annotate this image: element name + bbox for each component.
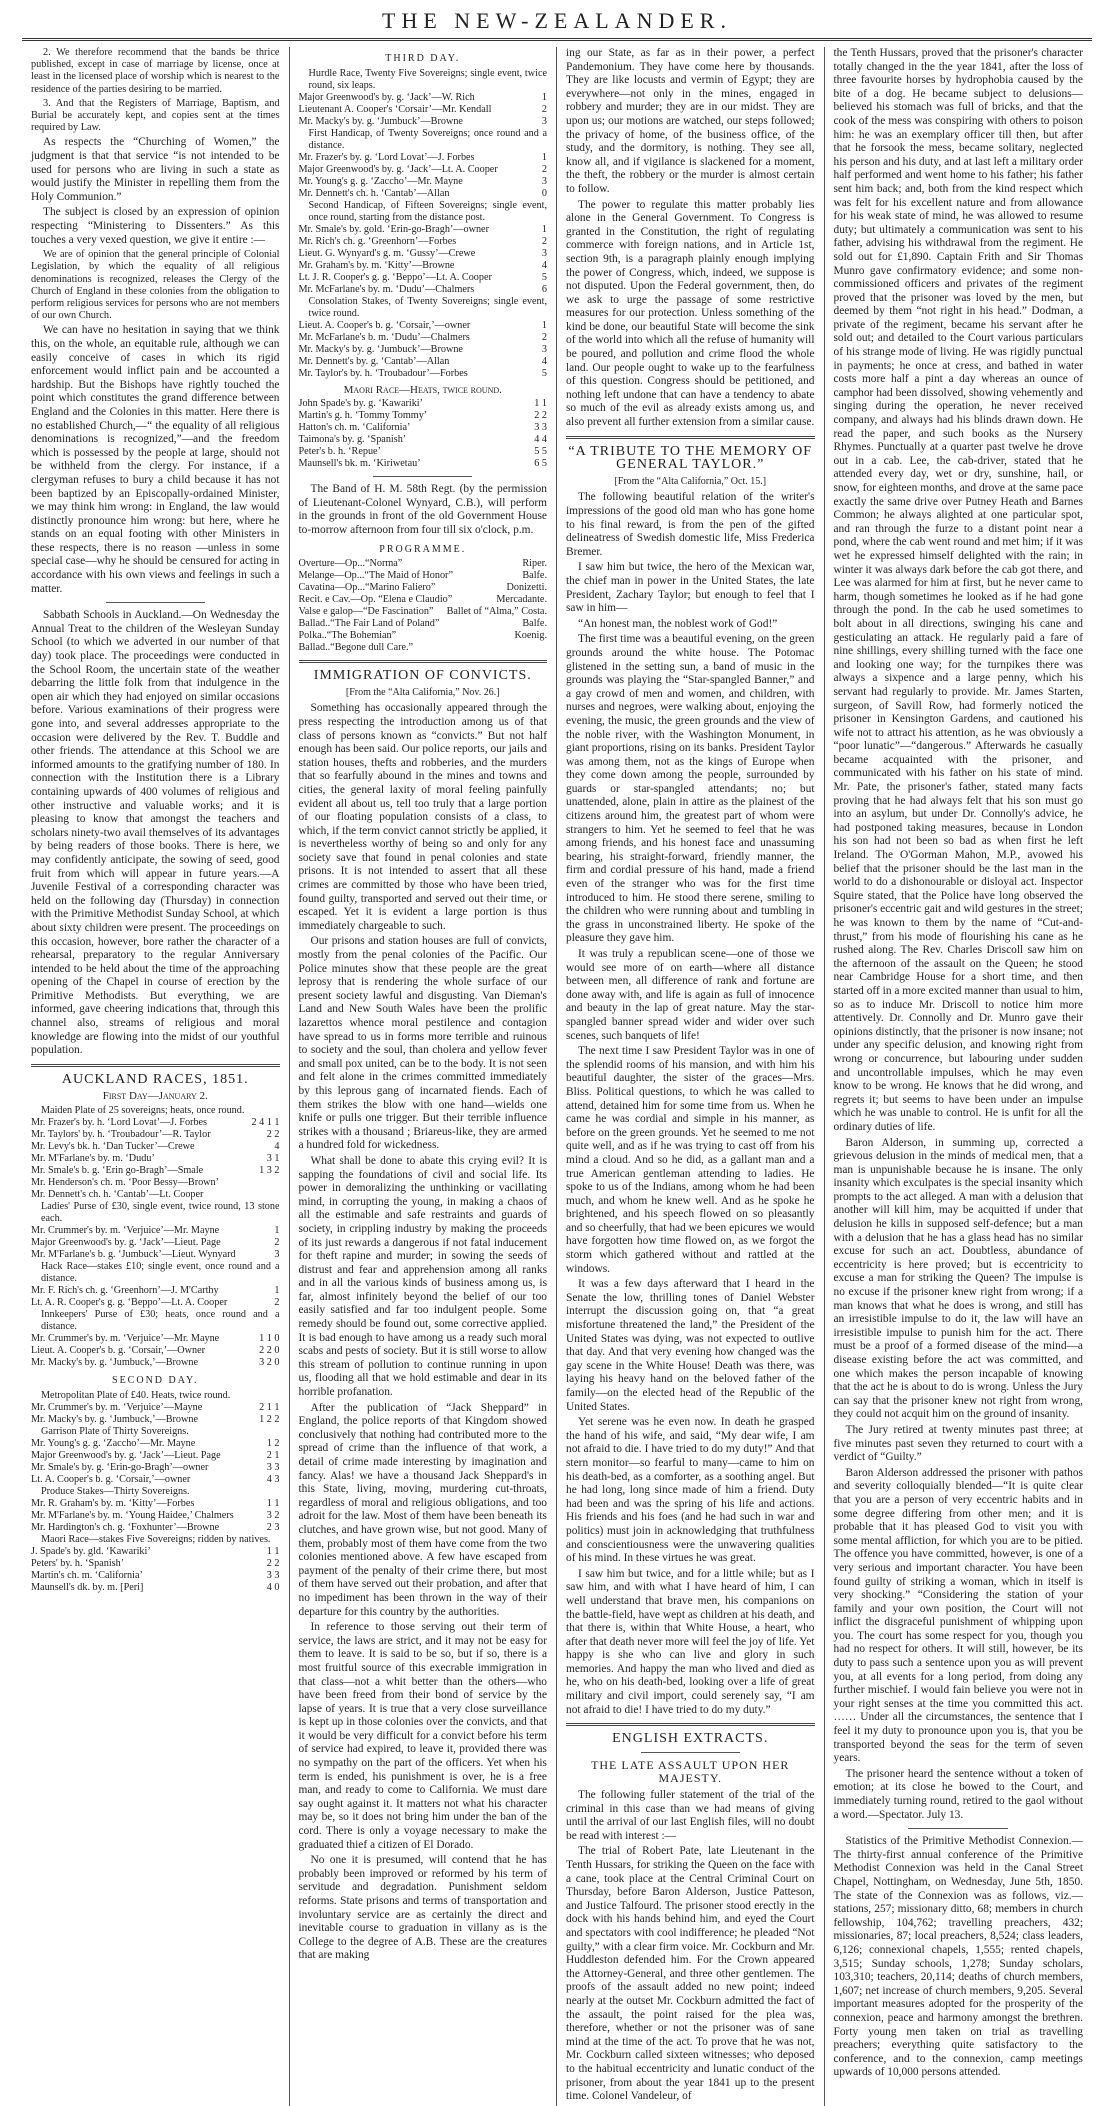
entrant: J. Spade's by. gld. ‘Kawariki’ [31, 1545, 151, 1557]
entrant: Taimona's by. g. ‘Spanish’ [298, 434, 407, 446]
article-paragraph: Yet serene was he even now. In death he grasped the hand of his wife, and said, “My dear wife, I am not afraid to die. I have tried to do my duty!” And that stern monitor—so fearful to many—came to him on his death-bed, as a comforter, as a soothing angel. But he had long, long since made of him a friend. Duty had been and was the spring of his life and actions. His friends and his foes (and he had such in war and politics) must join in acknowledging that truthfulness and conscientiousness were the unwavering qualities of his mind. In these virtues he was great. [566, 1416, 815, 1565]
entrant: Lt. J. R. Cooper's g. g. ‘Beppo’—Lt. A. Cooper [298, 271, 492, 283]
placings [276, 1177, 280, 1189]
race-title: Produce Stakes—Thirty Sovereigns. [41, 1485, 190, 1497]
placings: 1 2 2 [259, 1413, 280, 1425]
article-paragraph: No one it is presumed, will contend that he has probably been improved or reformed by his term of servitude and degradation. Punishment seldom reforms. State prisons and terms of transportation and involuntary service are as certainly the direct and inevitable course to graduation in villany as is the College to the degree of A.B. These are the creatures that are making [298, 1854, 547, 1962]
race-results [31, 1225, 280, 1261]
entrant: Mr. Young's g. g. ‘Zaccho’—Mr. Mayne [31, 1437, 196, 1449]
placings: 6 [541, 283, 547, 295]
article-paragraph: The Jury retired at twenty minutes past three; at five minutes past seven they returned to court with a verdict of “Guilty.” [833, 1423, 1083, 1464]
placings: 1 [541, 91, 547, 103]
programme-heading: PROGRAMME. [379, 543, 467, 555]
entrant: Mr. Macky's by. g. ‘Jumbuck’—Browne [298, 115, 463, 127]
race-result-row [299, 446, 548, 458]
placings: 5 5 [534, 446, 547, 458]
race-result-row [299, 344, 548, 356]
column-3 [557, 47, 825, 2106]
race-result-row [31, 1117, 280, 1129]
entrant: Mr. Dennett's ch. h. ‘Cantab’—Allan [298, 187, 450, 199]
day-heading: THIRD DAY. [385, 53, 461, 64]
programme-composer: Mercadante. [496, 594, 547, 606]
race-results [31, 1333, 280, 1369]
race-result-row [31, 1522, 280, 1534]
entrant: Maunsell's dk. by. m. [Peri] [31, 1581, 144, 1593]
entrant: Mr. M'Farlane's by. m. ‘Dudu’ [31, 1153, 155, 1165]
entrant: Mr. Crummer's by. m. ‘Verjuice’—Mr. Mayne [31, 1225, 220, 1237]
programme-piece: Cavatina—Op...“Marino Faliero” [298, 582, 436, 594]
entrant: Mr. McFarlane's by. m. ‘Dudu’—Chalmers [298, 283, 475, 295]
entrant: Lt. A. R. Cooper's g. g. ‘Beppo’—Lt. A. Cooper [31, 1297, 228, 1309]
entrant: Mr. M'Farlane's b. g. ‘Jumbuck’—Lieut. Wynyard [31, 1249, 236, 1261]
placings: 4 [274, 1141, 280, 1153]
race-title: Hack Race—stakes £10; single event, once round and a distance. [41, 1261, 280, 1285]
race-result-row [31, 1141, 280, 1153]
columns [22, 47, 1092, 2103]
race-title: Hurdle Race, Twenty Five Sovereigns; single event, twice round, six leaps. [308, 67, 547, 91]
race-result-row [31, 1153, 280, 1165]
placings: 3 2 0 [259, 1357, 280, 1369]
race-result-row [31, 1510, 280, 1522]
entrant: Mr. Taylor's by. h. ‘Troubadour’—Forbes [298, 367, 468, 379]
entrant: Peters' by. h. ‘Spanish’ [31, 1557, 125, 1569]
race-title: Maiden Plate of 25 sovereigns; heats, once round. [41, 1105, 245, 1117]
race-title: Metropolitan Plate of £40. Heats, twice round. [41, 1389, 231, 1401]
placings: 2 [274, 1237, 280, 1249]
column-1 [22, 47, 290, 2106]
placings: 3 1 [266, 1153, 280, 1165]
assault-heading: THE LATE ASSAULT UPON HER MAJESTY. [591, 1757, 790, 1786]
entrant: John Spade's by. g. ‘Kawariki’ [298, 398, 424, 410]
article-paragraph: Baron Alderson addressed the prisoner with pathos and severity colloquially blended—“It is quite clear that you are a person of very eccentric habits and in some degree differing from other men; and it is probable that it has pleased God to visit you with some mental affliction, for which you are to be pitied. The offence you have committed, however, is one of a very serious and important character. You have been found guilty of striking a woman, which in itself is very shocking.” “Considering the station of your family and your own position, the Court will not inflict the disgraceful punishment of whipping upon you. The court has some respect for you, though you had no respect for others. It will still, however, be its duty to pass such a sentence upon you as will prevent you, at all events for a long period, from doing any further mischief. I would fain believe you were not in your right senses at the time you committed this act. …… Under all the circumstances, the sentence that I feel it my duty to pronounce upon you is, that you be transported beyond the seas for the term of seven years. [833, 1466, 1083, 1765]
placings: 4 [541, 355, 547, 367]
programme-piece: Ballad..“The Fair Land of Poland” [298, 618, 440, 630]
divider [299, 660, 548, 663]
placings: 4 4 [534, 434, 547, 446]
placings: 3 [541, 247, 547, 259]
divider [106, 602, 205, 603]
source-note: [From the “Alta California,” Nov. 26.] [345, 686, 500, 698]
programme-composer: Donizetti. [506, 582, 547, 594]
article-paragraph: I saw him but twice, the hero of the Mexican war, the chief man in power in the United States, the late President, Zachary Taylor; but enough to feel that I saw in him— [566, 561, 815, 615]
placings: 1 1 [266, 1497, 280, 1509]
placings: 2 1 [266, 1449, 280, 1461]
race-title: Maori Race—Heats, twice round. [343, 383, 502, 396]
race-result-row [31, 1333, 280, 1345]
race-result-row [299, 224, 548, 236]
entrant: Lt. A. Cooper's b. g. ‘Corsair,’—owner [31, 1473, 191, 1485]
race-result-row [31, 1357, 280, 1369]
entrant: Mr. Rich's ch. g. ‘Greenhorn’—Forbes [298, 235, 457, 247]
placings: 2 [541, 235, 547, 247]
placings: 3 3 [534, 422, 547, 434]
article-paragraph: The next time I saw President Taylor was in one of the splendid rooms of his mansion, and with him his beautiful daughter, the sister of the graces—Mrs. Bliss. Political questions, to which he was called to attend, detained him for some time from us. When he came he was cordial and simple in his manner, as before on the green grounds. Yet he seemed to me not quite well, and as if he was trying to cast off from his mind a cloud. And so he did, as a gallant man and a true American gentleman attending to ladies. He spoke to us of the Indians, among whom he had been much, and whom he knew well. And as he spoke he brightened, and his speech flowed on so pleasantly and so cheerfully, that had we been epicures we would have forgotten how time flowed on, as we forgot the storm which gathered without and rattled at the windows. [566, 1045, 815, 1275]
placings: 2 4 1 1 [251, 1117, 280, 1129]
programme-item [299, 582, 548, 594]
race-result-row [31, 1189, 280, 1201]
race-results [299, 152, 548, 200]
placings: 2 2 [266, 1129, 280, 1141]
entrant: Martin's g. h. ‘Tommy Tommy’ [298, 410, 428, 422]
placings: 2 [274, 1297, 280, 1309]
article-paragraph: It was truly a republican scene—one of those we would see more of on earth—where all distance between men, all difference of rank and fortune are done away with, and life is again as full of innocence and beauty in the lap of great nature. May the star-spangled banner spread wider and wider over such scenes, such banquets of life! [566, 948, 815, 1042]
article-paragraph: In reference to those serving out their term of service, the laws are strict, and it may not be easy for them to leave. It is said to be so, but if so, there is a most fruitful source of this execrable immigration in that class—not a whit better than the others—who have been freed from their bond of service by the lapse of years. It is true that a very close surveillance is kept up in those colonies over the convicts, and that it would be very difficult for a convict before his term of service had expired, to leave it, provided there was no sympathy on the part of the officers. Yet when his term is ended, his punishment is over, he is a free man, and ready to come to California. We must dare say ought against it. It matters not what his character may be, so it does not bring him under the ban of the cord. There is only a voyage necessary to make the graduated thief a citizen of El Dorado. [298, 1621, 547, 1851]
entrant: Mr. Taylors' by. h. ‘Troubadour’—R. Taylor [31, 1129, 211, 1141]
placings: 1 [274, 1285, 280, 1297]
entrant: Mr. Levy's bk. h. ‘Dan Tucker’—Crewe [31, 1141, 195, 1153]
article-paragraph: The following fuller statement of the trial of the criminal in this case than we had means of giving until the arrival of our last English files, will no doubt be read with interest :— [566, 1789, 815, 1842]
placings: 2 2 0 [259, 1345, 280, 1357]
programme-item [299, 642, 548, 654]
statistics-article: Statistics of the Primitive Methodist Connexion.—The thirty-first annual conference of the Primitive Methodist Connexion was held in the Canal Street Chapel, Nottingham, on Wednesday, June 5th, 1850. The state of the Connexion was as follows, viz.—stations, 257; missionary ditto, 68; members in church fellowship, 104,762; travelling preachers, 432; missionaries, 87; local preachers, 8,524; class leaders, 6,126; connexional chapels, 1,555; rented chapels, 3,515; Sunday schools, 1,278; Sunday scholars, 103,310; teachers, 20,114; deaths of church members, 1,607; net increase of church members, 9,205. Several important measures adopted for the prosperity of the connexion, peace and harmony amongst the brethren. Forty young men taken on trial as travelling preachers; everything quite satisfactory to the conference, and to the connexion, camp meetings upwards of 10,000 persons attended. [833, 1835, 1083, 2079]
entrant: Mr. Crummer's by. m. ‘Verjuice’—Mr. Mayne [31, 1333, 220, 1345]
programme-composer: Riper. [522, 558, 547, 570]
programme-piece: Recit. e Cav.—Op. “Elena e Claudio” [298, 594, 453, 606]
race-title: Garrison Plate of Thirty Sovereigns. [41, 1425, 189, 1437]
placings: 2 3 [266, 1521, 280, 1533]
programme-composer: Koenig. [514, 630, 547, 642]
entrant: Mr. Young's g. g. ‘Zaccho’—Mr. Mayne [298, 175, 463, 187]
programme-list [299, 558, 548, 654]
placings: 3 [541, 115, 547, 127]
entrant: Mr. Crummer's by. m. ‘Verjuice’—Mayne [31, 1401, 203, 1413]
divider [566, 1723, 815, 1726]
race-result-row [299, 410, 548, 422]
race-result-row [31, 1225, 280, 1237]
race-result-row [299, 458, 548, 470]
race-title: Ladies' Purse of £30, single event, twice round, 13 stone each. [41, 1201, 280, 1225]
article-paragraph: It was a few days afterward that I heard in the Senate the low, thrilling tones of Daniel Webster interrupt the discussion going on, that “a great misfortune threatened the land,” the President of the United States was dying, was not expected to outlive that day. And that very evening how changed was the gay scene in the White House! Death was there, was laying his heavy hand on the beloved father of the family—on the elected head of the Republic of the United States. [566, 1278, 815, 1413]
programme-item [299, 558, 548, 570]
placings: 5 [541, 367, 547, 379]
entrant: Mr. Graham's by. m. ‘Kitty’—Browne [298, 259, 455, 271]
placings: 1 [541, 151, 547, 163]
race-result-row [299, 320, 548, 332]
entrant: Mr. F. Rich's ch. g. ‘Greenhorn’—J. M'Carthy [31, 1285, 219, 1297]
article-paragraph: I saw him but twice, and for a little while; but as I saw him, and with what I have heard of him, I can well understand that brave men, his companions on the battle-field, have wept as children at his death, and that there is, within that White House, a heart, who after that death never more will feel the joy of life. Yet happy is she who can live and glory in such memories. And happy the man who lived and died as he, who on his death-bed, looking over a life of great military and civil import, could serenely say, “I am not afraid to die! I have tried to do my duty.” [566, 1567, 815, 1716]
race-result-row [31, 1297, 280, 1309]
race-results [31, 1546, 280, 1594]
entrant: Maunsell's bk. m. ‘Kiriwetau’ [298, 458, 421, 470]
race-results [31, 1285, 280, 1309]
race-result-row [31, 1570, 280, 1582]
placings: 1 [274, 1225, 280, 1237]
race-result-row [31, 1165, 280, 1177]
programme-piece: Ballad..“Begone dull Care.” [298, 642, 414, 654]
placings: 6 5 [534, 458, 547, 470]
race-results [31, 1117, 280, 1201]
race-result-row [31, 1462, 280, 1474]
race-result-row [299, 284, 548, 296]
entrant: Peter's b. h. ‘Repue’ [298, 446, 381, 458]
article-paragraph: The following beautiful relation of the writer's impressions of the good old man who has gone home to his final reward, is from the pen of the gifted delineatress of Swedish domestic life, Miss Frederica Bremer. [566, 491, 815, 558]
entrant: Hatton's ch. m. ‘California’ [298, 422, 411, 434]
day-heading: SECOND DAY. [112, 1375, 199, 1387]
race-result-row [299, 236, 548, 248]
programme-piece: Overture—Op...“Norma” [298, 558, 403, 570]
entrant: Mr. Macky's by. g. ‘Jumbuck’—Browne [298, 343, 463, 355]
race-result-row [31, 1450, 280, 1462]
entrant: Mr. Hardington's ch. g. ‘Foxhunter’—Browne [31, 1521, 220, 1533]
race-result-row [299, 422, 548, 434]
quoted-resolution: We are of opinion that the general principle of Colonial Legislation, by which the equality of all religious denominations is recognized, releases the Clergy of the Church of England in these colonies from the obligation to perform religious services for persons who are not members of our own Church. [31, 249, 280, 322]
entrant: Lieutenant A. Cooper's ‘Corsair’—Mr. Kendall [298, 103, 492, 115]
placings: 3 2 [266, 1509, 280, 1521]
placings: 4 0 [266, 1581, 280, 1593]
race-results [299, 398, 548, 470]
programme-item [299, 594, 548, 606]
entrant: Mr. Macky's by. g. ‘Jumbuck,’—Browne [31, 1413, 198, 1425]
race-result-row [299, 368, 548, 380]
divider [31, 1064, 280, 1067]
entrant: Mr. Smale's by. g. ‘Erin-go-Bragh’—owner [31, 1461, 209, 1473]
article-paragraph: ing our State, as far as in their power, a perfect Pandemonium. They have come here by thousands. They are like locusts and vermin of Egypt; they are everywhere—not only in the mines, engaged in robbery and murder; they are in our midst. They are upon us; our motions are watched, our steps followed; the privacy of home, of the business office, of the study, and the dormitory, is nothing. They see all, know all, and if vigilance is slackened for a moment, the theft, the robbery or the murder is almost certain to follow. [566, 47, 815, 195]
entrant: Major Greenwood's by. g. ‘Jack’—Lt. A. Cooper [298, 163, 498, 175]
source-note: [From the “Alta California,” Oct. 15.] [614, 475, 767, 487]
placings: 1 1 0 [259, 1333, 280, 1345]
programme-composer: Balfe. [522, 570, 547, 582]
race-result-row [299, 92, 548, 104]
race-result-row [31, 1498, 280, 1510]
race-result-row [31, 1237, 280, 1249]
placings: 2 2 [534, 410, 547, 422]
column-2 [290, 47, 558, 2106]
race-result-row [31, 1438, 280, 1450]
placings: 3 [541, 343, 547, 355]
race-result-row [299, 152, 548, 164]
race-result-row [299, 398, 548, 410]
race-result-row [299, 356, 548, 368]
race-results [31, 1402, 280, 1426]
article-paragraph: The prisoner heard the sentence without a token of emotion; at its close he bowed to the Court, and immediately turning round, retired to the gaol without a word.—Spectator. July 13. [833, 1767, 1083, 1821]
race-result-row [31, 1129, 280, 1141]
masthead [22, 8, 1092, 41]
article-paragraph: 3. And that the Registers of Marriage, Baptism, and Burial be accurately kept, and copies sent at the times required by Law. [31, 97, 280, 134]
race-result-row [299, 176, 548, 188]
placings: 1 1 [266, 1545, 280, 1557]
race-results [31, 1498, 280, 1534]
race-title: Innkeepers' Purse of £30; heats, once round and a distance. [41, 1309, 280, 1333]
article-paragraph: The power to regulate this matter probably lies alone in the General Government. To Congress is granted in the Constitution, the right of regulating commerce with foreign nations, and in Article 1st, section 9th, is a paragraph plainly enough implying the power of Congress, which, indeed, we suppose is not disputed. Upon the Federal government, then, do we ask to urge the passage of some restrictive measures for our protection. Unless something of the kind be done, our beautiful State will become the sink of the world into which all the refuse of humanity will be poured, and pollution and crime flood the whole land. Our people ought to wake up to the fearfulness of this question. Congress should be petitioned, and nothing left undone that can have a tendency to abate so much of the evil as already exists among us, and also prevent all further extension from a similar cause. [566, 198, 815, 429]
entrant: Lieut. A. Cooper's b. g. ‘Corsair,’—owner [298, 319, 471, 331]
article-paragraph: The subject is closed by an expression of opinion respecting “Ministering to Dissenters.” As this touches a very vexed question, we give it entire :— [31, 206, 280, 246]
placings: 1 2 [266, 1437, 280, 1449]
race-result-row [299, 104, 548, 116]
entrant: Mr. Macky's by. g. ‘Jumbuck,’—Browne [31, 1357, 198, 1369]
race-result-row [31, 1345, 280, 1357]
sabbath-schools-article: Sabbath Schools in Auckland.—On Wednesday the Annual Treat to the children of the Wesleyan Sunday School (to which we adverted in our number of that day) took place. The proceedings were conducted in the School Room, the uncertain state of the weather debarring the little folk from that indulgence in the open air which they had enjoyed on similar occasions before. Various examinations of their progress were gone into, and several addresses appropriate to the occasion were delivered by the Rev. T. Buddle and other friends. The attendance at this School we are informed amounts to the gratifying number of 180. In connection with the Institution there is a Library containing upwards of 400 volumes of religious and other instructive and valuable works; and it is pleasing to know that amongst the teachers and scholars ninety-two avail themselves of its advantages by being readers of those books. There is here, we may confidently anticipate, the sowing of seed, good fruit from which will appear in future years.—A Juvenile Festival of a corresponding character was held on the following day (Thursday) in connection with the Primitive Methodist Sunday School, at which about sixty children were present. The proceedings on this occasion, however, bore rather the character of a rehearsal, preparatory to the regular Anniversary intended to be held about the time of the approaching opening of the Chapel in course of erection by the Primitive Methodists. But everything, we are informed, gave cheering indications that, through this channel also, streams of religious and moral knowledge are flowing into the midst of our youthful population. [31, 609, 280, 1057]
race-results [31, 1438, 280, 1486]
day-heading: First Day—January 2. [102, 1090, 208, 1103]
entrant: Lieut. G. Wynyard's g. m. ‘Gussy’—Crewe [298, 247, 476, 259]
article-paragraph: Our prisons and station houses are full of convicts, mostly from the penal colonies of the Pacific. Our Police minutes show that these people are the great leprosy that is rendering the whole surface of our present society lawful and disgusting. Van Dieman's Land and New South Wales have been the prolific lazarettos whence moral pestilence and contagion have spread to us in forms more terrible and ruinous to society and the soul, than cholera and yellow fever and small pox united, can be to the body. It is not seen and felt alone in the crimes committed immediately by this leprous gang of incarnated fiends. Each of them strikes the blow with one hand—wields one knife or pulls one trigger. But their terrible influence strikes with a thousand ; Briareus-like, they are armed a hundred fold for wickedness. [298, 935, 547, 1152]
tribute-heading: “A TRIBUTE TO THE MEMORY OF GENERAL TAYLOR.” [568, 443, 813, 473]
article-paragraph: the Tenth Hussars, proved that the prisoner's character totally changed in the the year 1841, after the loss of three favourite horses by hydrophobia caused by the bite of a dog. He became subject to delusions—believed his stomach was full of bricks, and that the cook of the mess was conspiring with others to poison him: he was an exemplary officer till then, but after that he forsook the mess, became solitary, neglected his person and his duty, and at last left a military order half performed and went home to his father; his father sent him back; and, both from the kind respect which was felt for his excellent nature and from allowance for his weak state of mind, he was allowed to resume duty; but ultimately a communication was sent to his father, advising his withdrawal from the regiment. He sold out for £1,890. Captain Frith and Sir Thomas Munro gave confirmatory evidence; and some non-commissioned officers and privates of the regiment proved that the prisoner was loved by the men, but deemed by them “not right in his head.” Dodman, a private of the regiment, became his servant after he sold out; and detailed to the Court various particulars of his strange mode of living. He was rigidly punctual in payments; he once at cress, and bathed in water costs more half a pint a day whereas an ounce of camphor had been dissolved, showing vehemently and singing during the operation, he never received company, and always had his blinds drawn down. He read the paper, and such books as the Nursery Rhymes. Punctually at a quarter past twelve he drove out in a cab. Lee, the cab-driver, stated that he attended every day, wet or dry, sunshine, hail, or snow, for eighteen months, and drove at the same pace exactly the same drive over Putney Heath and Barnes Common; he always alighted at one particular spot, and ran through the furze to a distant point near a pond, where the cab went round and met him; if it was wet he expressed himself delighted with the rain; in winter it was always dark before the cab got there, and Lee was alarmed for him at first, but he never came to harm, though sometimes he looked as if he had gone through the pond. In the cab he used sometimes to bolt about in all directions, swinging his cane and gesticulating an attack. He regularly paid a fare of nine shillings, every shilling turned with the face one and looking one way; for the turnpikes there was always a sixpence and a large penny, which his servant had regularly to provide. Mr. James Starten, surgeon, of Savill Row, had formerly noticed the prisoner in Kensington Gardens, and cautioned his wife not to attract his attention, as he was obviously a “poor lunatic”—“dangerous.” Afterwards he casually became acquainted with the prisoner, and communicated with his father on his state of mind. Mr. Pate, the prisoner's father, stated many facts proving that he had always felt that his son must go into an asylum, but under Dr. Connolly's advice, he had postponed taking measures, because in London his son had not been so bad as when first he left Ireland. The O'Gorman Mahon, M.P., avowed his belief that the prisoner should be the last man in the world to do a dishonourable or disloyal act. Inspector Squire stated, that the Police have long observed the prisoner's eccentric gait and wild gestures in the street; he was known to them by the name of “Cut-and-thrust,” from his mode of flourishing his cane as he rushed along. The Rev. Charles Driscoll saw him on the afternoon of the assault on the Queen; he stood near Cambridge House for a short time, and then started off in a more excited manner than usual to him, so as to induce Mr. Driscoll to notice him more attentively. Dr. Connolly and Dr. Munro gave their opinions distinctly, that the prisoner is now insane; not under any specific delusion, and knowing right from wrong or concurrence, but labouring under sudden and uncontrollable impulses, which he may even know to be wrong. He knows that he did wrong, and regrets it; but seems to have been under an impulse which he was unable to control. He is unfit for all the ordinary duties of life. [833, 47, 1083, 1133]
placings: 4 [541, 259, 547, 271]
divider [566, 436, 815, 439]
entrant: Mr. Smale's b. g. ‘Erin go-Bragh’—Smale [31, 1165, 204, 1177]
race-result-row [299, 164, 548, 176]
entrant: Mr. Dennett's ch. h. ‘Cantab’—Lt. Cooper [31, 1189, 204, 1201]
placings: 3 3 [266, 1461, 280, 1473]
programme-composer: Ballet of “Alma,” Costa. [446, 606, 547, 618]
article-paragraph: After the publication of “Jack Sheppard” in England, the police reports of that Kingdom showed conclusively that nothing had contributed more to the spread of crime than the influence of that work, a detail of crime made interesting by imagination and fancy. Alas! we have a thousand Jack Sheppard's in this State, living, moving, murdering cut-throats, regardless of moral and religious obligations, and too adroit for the law. Most of them have been beneath its clutches, and have grown wise, but not good. Many of them, probably most of them have come from the two colonies mentioned above. A few have escaped from payment of the penalty of their crime there, but most of them have served out their probation, and after that no impediment has been thrown in the way of their departure for this country by the authorities. [298, 1401, 547, 1618]
entrant: Mr. M'Farlane's by. m. ‘Young Haidee,’ Chalmers [31, 1509, 234, 1521]
races-heading: AUCKLAND RACES, 1851. [61, 1071, 249, 1087]
placings: 3 3 [266, 1569, 280, 1581]
race-result-row [31, 1177, 280, 1189]
entrant: Mr. Smale's by. gold. ‘Erin-go-Bragh’—owner [298, 223, 489, 235]
race-result-row [31, 1546, 280, 1558]
entrant: Mr. Henderson's ch. m. ‘Poor Bessy—Brown’ [31, 1177, 220, 1189]
immigration-heading: IMMIGRATION OF CONVICTS. [313, 668, 532, 684]
programme-item [299, 606, 548, 618]
article-paragraph: We can have no hesitation in saying that we think this, on the whole, an equitable rule, although we can easily conceive of cases in which its rigid enforcement would inflict pain and be accounted a hardship. But the Bishops have rightly touched the point which constitutes the grand difference between England and the Colonies in this matter. Here there is no established Church,—“ the equality of all religious denominations is recognized,”—and the freedom which is possessed by the people at large, should not be withheld from the clergy. For instance, if a clergyman refuses to bury a child because it has not been baptized by an Episcopally-ordained Minister, we may think him wrong: in England, the law would distinctly pronounce him wrong: but here, where he stands on an equal footing with other Ministers in these respects, there is no reason —unless in some special case—why he should be censured for acting in accordance with his own views and feelings in such a matter. [31, 324, 280, 595]
race-results [299, 224, 548, 296]
race-result-row [31, 1285, 280, 1297]
quotation: “An honest man, the noblest work of God!” [578, 617, 778, 630]
entrant: Major Greenwood's by. g. ‘Jack’—W. Rich [298, 91, 475, 103]
divider [908, 1828, 1008, 1829]
newspaper-title: THE NEW-ZEALANDER. [382, 8, 732, 33]
programme-item [299, 618, 548, 630]
race-result-row [31, 1582, 280, 1594]
entrant: Mr. Frazer's by. h. ‘Lord Lovat’—J. Forbes [31, 1117, 208, 1129]
race-result-row [31, 1249, 280, 1261]
race-result-row [31, 1402, 280, 1414]
race-result-row [299, 332, 548, 344]
race-result-row [31, 1414, 280, 1426]
race-result-row [31, 1474, 280, 1486]
placings: 1 1 [534, 398, 547, 410]
race-title: Maori Race—stakes Five Sovereigns; ridden by natives. [41, 1533, 271, 1545]
article-paragraph: Something has occasionally appeared through the press respecting the introduction among us of that class of persons known as “convicts.” But not half enough has been said. Our police reports, our jails and station houses, thefts and robberies, and the murders that so fearfully abound in the mines and towns and cities, the general laxity of moral feeling painfully evident all about us, tell too truly that a large portion of our floating population consists of a class, to which, if the term convict cannot strictly be applied, it is nevertheless worthy of being so and only for any society save that found in penal colonies and state prisons. It is not intended to assert that all these crimes are committed by those who have been tried, found guilty, transported and served out their time, or escaped. Yet it is evident a large portion is thus immediately chargeable to such. [298, 702, 547, 932]
english-extracts-heading: ENGLISH EXTRACTS. [612, 1731, 769, 1747]
race-title: First Handicap, of Twenty Sovereigns; once round and a distance. [308, 127, 547, 151]
programme-piece: Melange—Op...“The Maid of Honor” [298, 570, 453, 582]
article-paragraph: Baron Alderson, in summing up, corrected a grievous delusion in the minds of medical men, that a man is unpunishable because he is insane. The only insanity which exculpates is the special insanity which prompts to the act alleged. A man with a delusion that another will kill him, may be acquitted if under that delusion he kills in supposed self-defence; but a man with a delusion that he has a glass head has no similar excuse for such an act. Doubtless, abundance of eccentricity is here proved; but is eccentricity to excuse a man for striking the Queen? The impulse is no excuse if the prisoner knew right from wrong; if a man knows that what he does is wrong, and still has an irresistible impulse to do it, the law will have an irresistible impulse to punish him for the act. There must be a proof of a formed disease of the mind—a disease existing before the act was committed, and one which makes the person incapable of knowing that the act he is about to do is wrong. Unless the Jury can say that the prisoner knew not right from wrong, they could not acquit him on the ground of insanity. [833, 1136, 1083, 1421]
article-paragraph: As respects the “Churching of Women,” the judgment is that that service “is not intended to be used for persons who are living in such a state as would justify the Minister in repelling them from the Holy Communion.” [31, 136, 280, 203]
race-result-row [299, 260, 548, 272]
divider [641, 1752, 740, 1753]
race-result-row [299, 272, 548, 284]
placings: 3 [541, 175, 547, 187]
programme-item [299, 630, 548, 642]
placings: 1 [541, 319, 547, 331]
placings: 2 [541, 103, 547, 115]
placings [276, 1189, 280, 1201]
programme-piece: Polka..“The Bohemian” [298, 630, 397, 642]
race-result-row [31, 1558, 280, 1570]
placings: 4 3 [266, 1473, 280, 1485]
entrant: Lieut. A. Cooper's b. g. ‘Corsair,’—Owner [31, 1345, 206, 1357]
programme-item [299, 570, 548, 582]
placings: 0 [541, 187, 547, 199]
entrant: Martin's ch. m. ‘California’ [31, 1569, 143, 1581]
entrant: Major Greenwood's by. g. ‘Jack’—Lieut. Page [31, 1449, 221, 1461]
placings: 2 1 1 [259, 1401, 280, 1413]
programme-composer: Balfe. [522, 618, 547, 630]
entrant: Mr. Dennett's by. g. ‘Cantab’—Allan [298, 355, 450, 367]
article-paragraph: 2. We therefore recommend that the bands be thrice published, except in case of marriage by license, once at least in the licensed place of worship which is nearest to the residence of the parties desiring to be married. [31, 47, 280, 95]
entrant: Mr. R. Graham's by. m. ‘Kitty’—Forbes [31, 1497, 195, 1509]
placings: 2 2 [266, 1557, 280, 1569]
entrant: Major Greenwood's by. g. ‘Jack’—Lieut. Page [31, 1237, 221, 1249]
placings: 2 [541, 163, 547, 175]
placings: 3 [274, 1249, 280, 1261]
race-result-row [299, 248, 548, 260]
entrant: Mr. McFarlane's b. m. ‘Dudu’—Chalmers [298, 331, 470, 343]
article-paragraph: What shall be done to abate this crying evil? It is sapping the foundations of civil and social life. Its power in demoralizing the unthinking or vacillating mind, in corrupting the young, in making a chaos of all the estimable and safe restraints and guards of society, in crippling industry by making the proceeds of its just rewards a dangerous if not fatal inducement for theft rapine and murder; in sowing the seeds of distrust and fear and apprehension among all ranks and in all the various kinds of business among us, is far, almost infinitely beyond the belief of our too easily satisfied and far too indulgent people. Some remedy should be found out, some corrective applied. It is bad enough to have among us a ready such moral scabs and pests of society. But it is still worse to allow this stream of pollution to continue running in upon us, flooding all that we hold estimable and dear in its horrible profanation. [298, 1154, 547, 1399]
race-title: Second Handicap, of Fifteen Sovereigns; single event, once round, starting from the distance post. [308, 199, 547, 223]
entrant: Mr. Frazer's by. g. ‘Lord Lovat’—J. Forbes [298, 151, 475, 163]
programme-piece: Valse e galop—“De Fascination” [298, 606, 434, 618]
band-notice: The Band of H. M. 58th Regt. (by the permission of Lieutenant-Colonel Wynyard, C.B.), will perform in the grounds in front of the old Government House to-morrow afternoon from four till six o'clock, p.m. [298, 483, 547, 536]
placings: 1 [541, 223, 547, 235]
divider [373, 476, 472, 477]
placings: 2 [541, 331, 547, 343]
race-results [299, 320, 548, 380]
race-title: Consolation Stakes, of Twenty Sovereigns; single event, twice round. [308, 295, 547, 319]
race-result-row [299, 434, 548, 446]
race-result-row [299, 188, 548, 200]
race-results [299, 92, 548, 128]
placings: 1 3 2 [259, 1165, 280, 1177]
article-paragraph: The trial of Robert Pate, late Lieutenant in the Tenth Hussars, for striking the Queen on the face with a cane, took place at the Central Criminal Court on Thursday, before Baron Alderson, Justice Patteson, and Justice Talfourd. The prisoner stood erectly in the dock with his hands behind him, and eyed the Court and spectators with cool indifference; he pleaded “Not guilty,” with a clear firm voice. Mr. Cockburn and Mr. Huddleston defended him. For the Crown appeared the Attorney-General, and three other gentlemen. The proofs of the assault added no new point; indeed nearly at the outset Mr. Cockburn admitted the fact of the assault, the point raised for the plea was, therefore, whether or not the prisoner was of sane mind at the time of the act. To prove that he was not, Mr. Cockburn called sixteen witnesses; who deposed to the habitual eccentricity and lunatic conduct of the prisoner, from about the year 1841 up to the present time. Colonel Vandeleur, of [566, 1845, 815, 2103]
column-4 [825, 47, 1093, 2106]
article-paragraph: The first time was a beautiful evening, on the green grounds around the white house. The Potomac glistened in the setting sun, a band of music in the grounds was playing the “Star-spangled Banner,” and a gay crowd of men and women, and children, with nurses and negroes, were walking about, enjoying the evening, the music, the green grounds and the view of the noble river, with the Washington Monument, in giant proportions, rising on its banks. President Taylor was among them, not as the kings of Europe when they come down among the people, surrounded by guards or star-spangled attendants; no; but unattended, alone, plain in attire as the plainest of the citizens around him, the greatest part of whom were strangers to him. Yet he seemed to feel that he was among friends, and his honest face and unassuming bearing, his straight-forward, friendly manner, the firm and cordial pressure of his hand, made a friend even of the stranger who was for the first time introduced to him. He stood there serene, smiling to the children who were running about and tumbling in the grass in unconstrained liberty. He spoke of the pleasure they gave him. [566, 633, 815, 945]
placings: 5 [541, 271, 547, 283]
race-result-row [299, 116, 548, 128]
